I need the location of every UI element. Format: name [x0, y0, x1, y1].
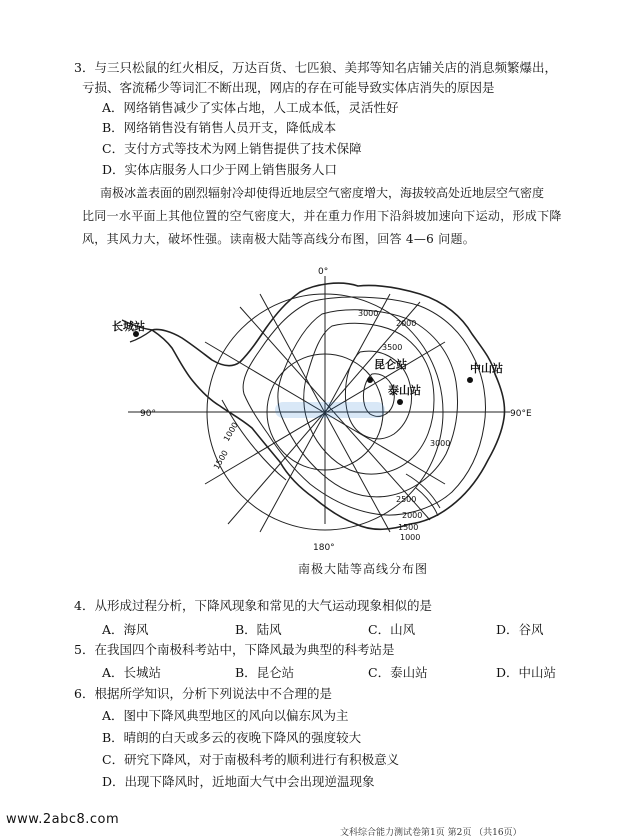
q3-option-b[interactable]: B．网络销售没有销售人员开支，降低成本 [102, 120, 337, 135]
q5-option-b[interactable]: B．昆仑站 [235, 665, 295, 680]
label-changcheng: 长城站 [112, 320, 145, 333]
contour-label-1500b: 1500 [211, 448, 230, 471]
q3-option-c[interactable]: C．支付方式等技术为网上销售提供了技术保障 [102, 141, 362, 156]
passage-line1: 南极冰盖表面的剧烈辐射冷却使得近地层空气密度增大，海拔较高处近地层空气密度 [100, 186, 545, 200]
label-90e: 90°E [510, 409, 532, 419]
label-90w: 90° [140, 409, 156, 419]
contour-label-1500a: 1500 [398, 523, 419, 532]
q6-option-a[interactable]: A．图中下降风典型地区的风向以偏东风为主 [102, 708, 349, 723]
q5-option-c[interactable]: C．泰山站 [368, 665, 428, 680]
q3-stem-line2: 亏损、客流稀少等词汇不断出现，网店的存在可能导致实体店消失的原因是 [82, 80, 495, 95]
contour-label-2500: 2500 [396, 495, 417, 504]
map-caption: 南极大陆等高线分布图 [298, 562, 429, 576]
q5-option-d[interactable]: D．中山站 [496, 665, 557, 680]
label-zhongshan: 中山站 [470, 362, 503, 375]
q6-option-d[interactable]: D．出现下降风时，近地面大气中会出现逆温现象 [102, 774, 375, 789]
passage-line2: 比同一水平面上其他位置的空气密度大，并在重力作用下沿斜坡加速向下运动，形成下降 [82, 209, 562, 223]
passage-line3: 风，其风力大，破坏性强。读南极大陆等高线分布图，回答 4—6 问题。 [82, 232, 476, 246]
q4-option-c[interactable]: C．山风 [368, 622, 416, 637]
label-180deg: 180° [313, 543, 335, 553]
q4-option-b[interactable]: B．陆风 [235, 622, 282, 637]
label-0deg: 0° [318, 267, 329, 277]
q3-stem-line1: 3．与三只松鼠的红火相反，万达百货、七匹狼、美邦等知名店铺关店的消息频繁爆出， [74, 60, 557, 75]
q3-option-a[interactable]: A．网络销售减少了实体占地，人工成本低，灵活性好 [102, 100, 399, 115]
q4-option-a[interactable]: A．海风 [102, 622, 149, 637]
q5-option-a[interactable]: A．长城站 [102, 665, 162, 680]
contour-label-2000a: 2000 [396, 319, 417, 328]
label-kunlun: 昆仑站 [374, 358, 407, 371]
q4-option-d[interactable]: D．谷风 [496, 622, 544, 637]
kunlun-station-marker[interactable] [367, 377, 373, 383]
label-taishan: 泰山站 [388, 384, 421, 397]
q5-stem: 5．在我国四个南极科考站中，下降风最为典型的科考站是 [74, 642, 395, 657]
taishan-station-marker[interactable] [397, 399, 403, 405]
contour-label-1000a: 1000 [400, 533, 421, 542]
antarctica-contour-map [100, 262, 540, 554]
watermark-logo [275, 402, 385, 418]
page-footer: 文科综合能力测试卷第1页 第2页 （共16页） [340, 828, 522, 838]
q6-option-c[interactable]: C．研究下降风，对于南极科考的顺利进行有积极意义 [102, 752, 400, 767]
contour-label-1000b: 1000 [221, 420, 240, 443]
q6-option-b[interactable]: B．晴朗的白天或多云的夜晚下降风的强度较大 [102, 730, 362, 745]
q6-stem: 6．根据所学知识，分析下列说法中不合理的是 [74, 686, 332, 701]
q4-stem: 4．从形成过程分析，下降风现象和常见的大气运动现象相似的是 [74, 598, 432, 613]
q3-option-d[interactable]: D．实体店服务人口少于网上销售服务人口 [102, 162, 338, 177]
contour-label-2000b: 2000 [402, 511, 423, 520]
contour-label-3500: 3500 [382, 343, 403, 352]
contour-label-3000b: 3000 [430, 439, 451, 448]
contour-label-3000a: 3000 [358, 309, 379, 318]
zhongshan-station-marker[interactable] [467, 377, 473, 383]
website-watermark: www.2abc8.com [6, 812, 120, 827]
